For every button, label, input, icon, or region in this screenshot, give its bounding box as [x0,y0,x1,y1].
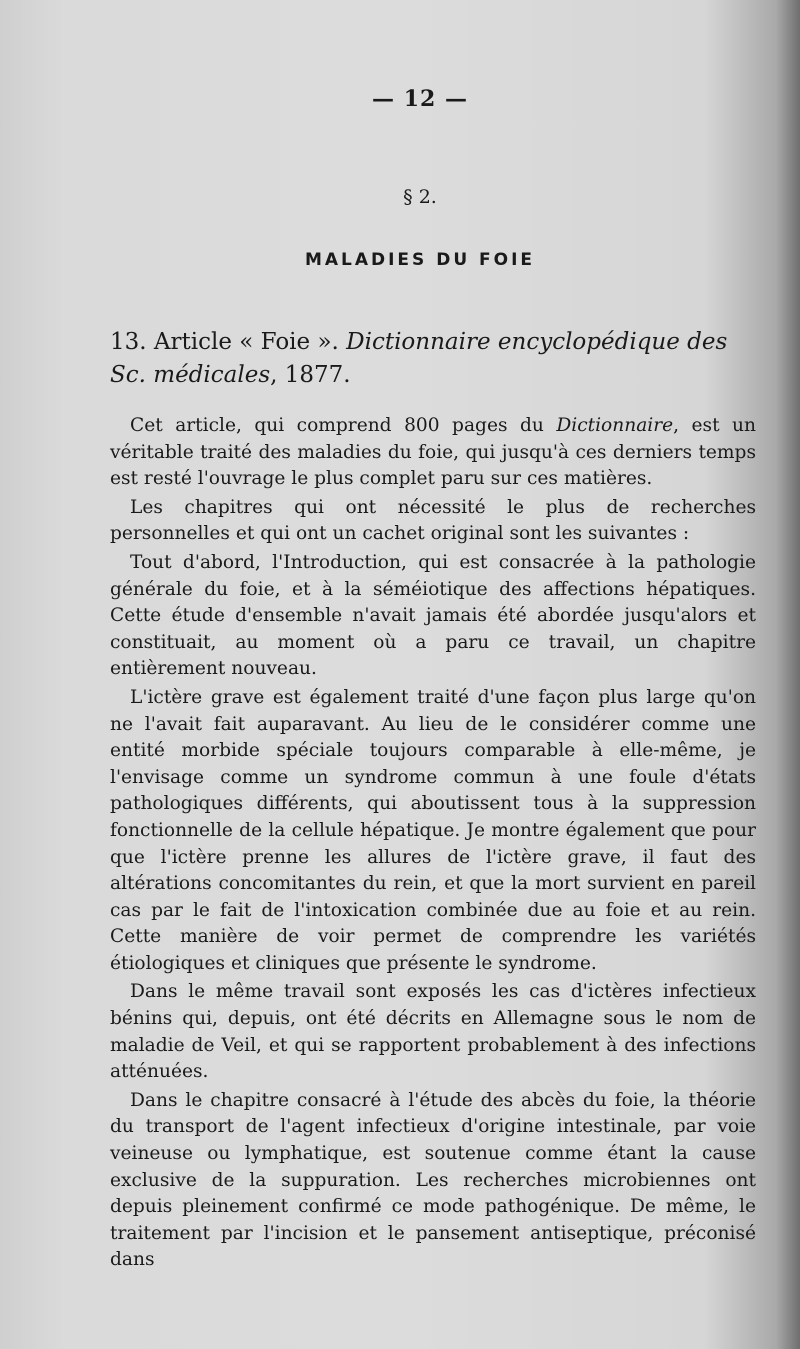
paragraph-2: Les chapitres qui ont nécessité le plus de recherches personnelles et qui ont un cachet original sont les suivantes : [110,496,756,545]
section-heading: § 2. [403,186,437,208]
body-text [110,413,756,1274]
entry-year: , 1877. [270,362,351,388]
paragraph-3: Tout d'abord, l'Introduction, qui est consacrée à la pathologie générale du foie, et à la séméiotique des affections hépatiques. Cette étude d'ensemble n'avait jamais été abordée jusqu'alors et constituait, au moment où a paru ce travail, un chapitre entièrement nouveau. [110,551,756,680]
paragraph-1-rest: , est un véritable traité des maladies du foie, qui jusqu'à ces derniers temps est resté l'ouvrage le plus complet paru sur ces matières. [110,415,756,490]
paragraph-4: L'ictère grave est également traité d'une façon plus large qu'on ne l'avait fait auparavant. Au lieu de le considérer comme une entité morbide spéciale toujours comparable à elle-même, je l'envisage comme un syndrome commun à une foule d'états pathologiques différents, qui aboutissent tous à la suppression fonctionnelle de la cellule hépatique. Je montre également que pour que l'ictère prenne les allures de l'ictère grave, il faut des altérations concomitantes du rein, et que la mort survient en pareil cas par le fait de l'intoxication combinée due au foie et au rein. Cette manière de voir permet de comprendre les variétés étiologiques et cliniques que présente le syndrome. [110,686,756,974]
paragraph-5: Dans le même travail sont exposés les cas d'ictères infectieux bénins qui, depuis, ont été décrits en Allemagne sous le nom de maladie de Veil, et qui se rapportent probablement à des infections atténuées. [110,981,756,1083]
chapter-title: MALADIES DU FOIE [304,250,536,270]
paragraph-1-lead: Cet article, qui comprend 800 pages du [130,415,557,436]
entry-title [110,326,756,392]
entry-number-label: 13. Article « Foie ». [110,329,347,355]
page-number: — 12 — [372,86,468,112]
paragraph-6: Dans le chapitre consacré à l'étude des abcès du foie, la théorie du transport de l'agent infectieux d'origine intestinale, par voie veineuse ou lymphatique, est soutenue comme étant la cause exclusive de la suppuration. Les recherches microbiennes ont depuis pleinement confirmé ce mode pathogénique. De même, le traitement par l'incision et le pansement antiseptique, préconisé dans [110,1089,756,1271]
paragraph-1-italic: Dictionnaire [556,415,674,436]
entry-work-title: Dictionnaire encyclopédique des Sc. médicales [110,329,728,388]
paragraph-1 [110,413,756,493]
